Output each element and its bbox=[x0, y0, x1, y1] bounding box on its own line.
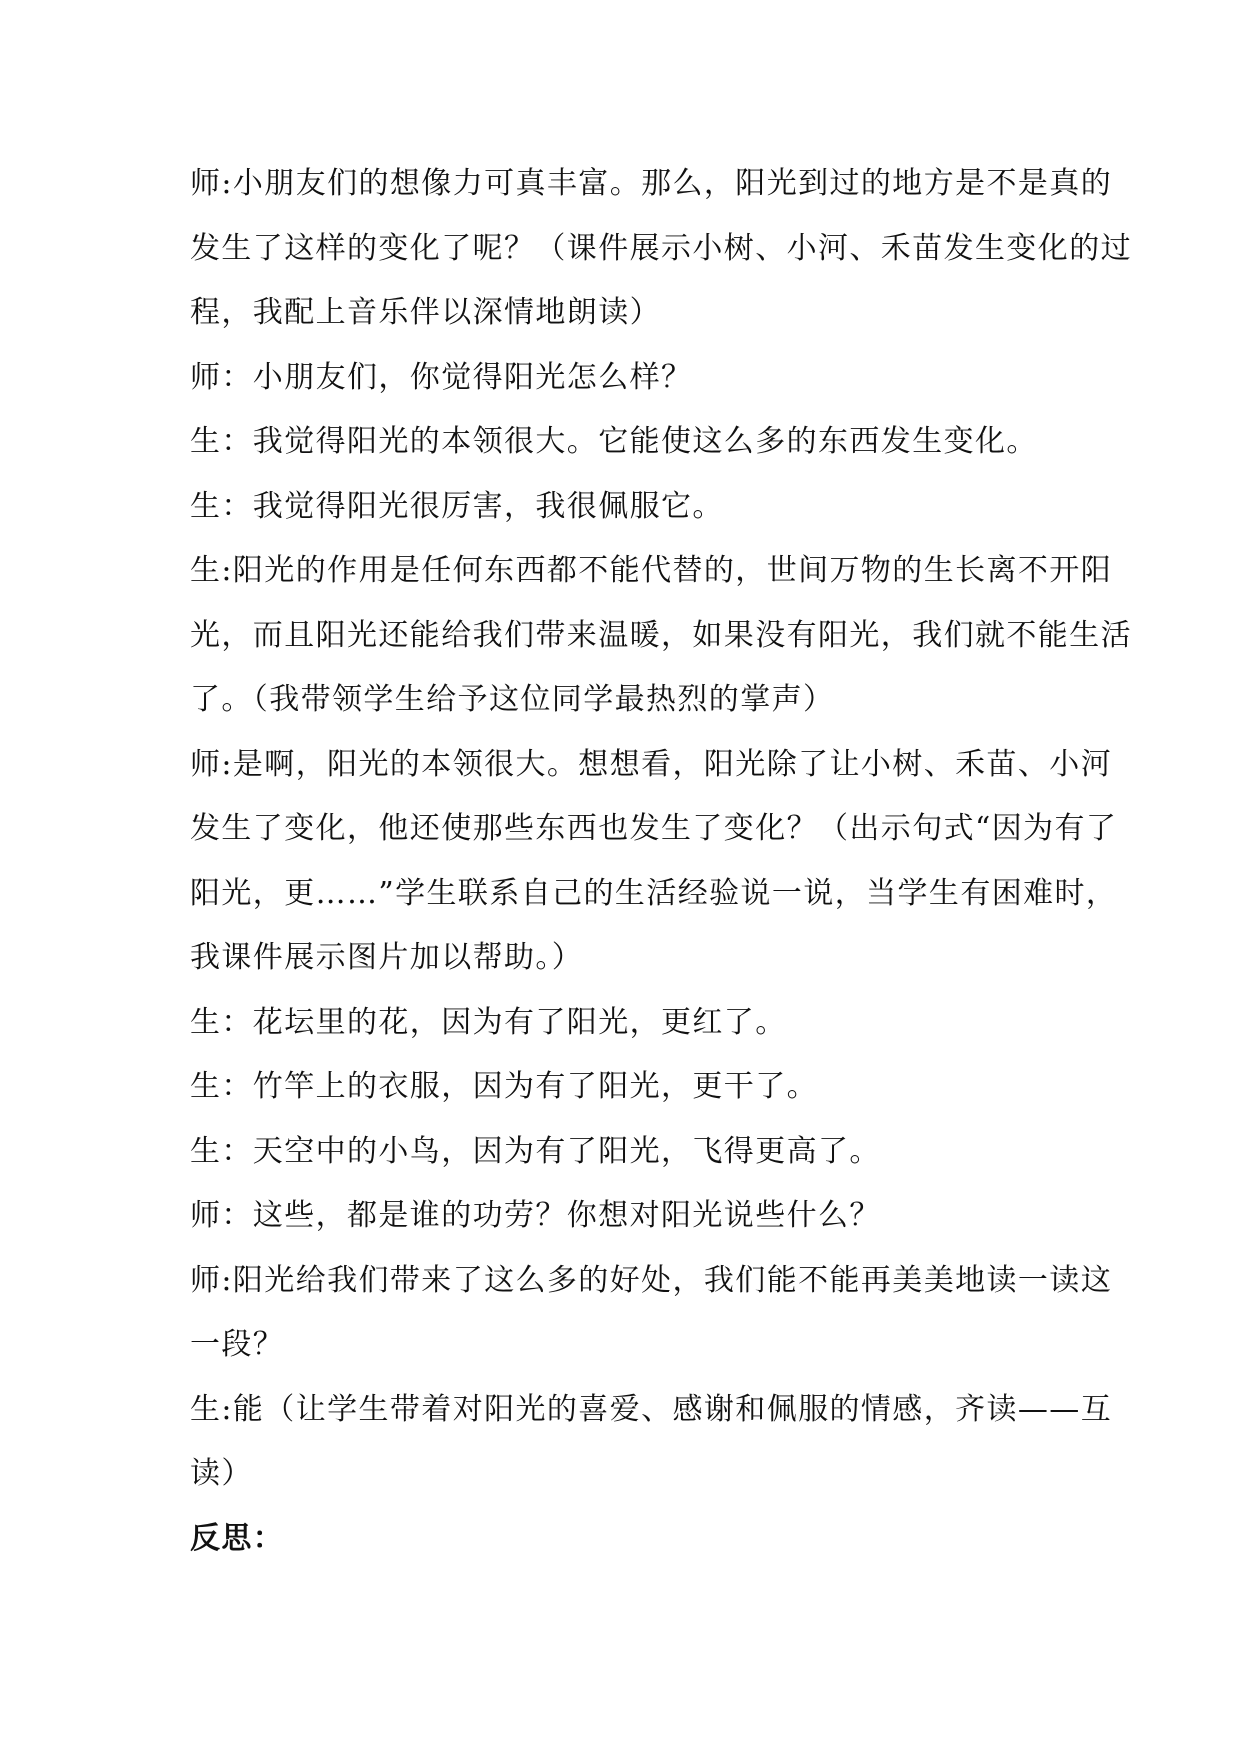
text-line: 了。（我带领学生给予这位同学最热烈的掌声） bbox=[190, 682, 835, 717]
text-line: 读） bbox=[190, 1456, 253, 1491]
text-line: 生：花坛里的花，因为有了阳光，更红了。 bbox=[190, 1004, 787, 1040]
text-line: 生：天空中的小鸟，因为有了阳光，飞得更高了。 bbox=[190, 1133, 881, 1169]
text-line: 生：竹竿上的衣服，因为有了阳光，更干了。 bbox=[190, 1069, 818, 1104]
text-line: 生:能（让学生带着对阳光的喜爱、感谢和佩服的情感，齐读——互 bbox=[190, 1391, 1113, 1427]
text-line: 师:小朋友们的想像力可真丰富。那么，阳光到过的地方是不是真的 bbox=[190, 166, 1113, 201]
text-line: 阳光，更……”学生联系自己的生活经验说一说，当学生有困难时， bbox=[190, 875, 1118, 911]
text-line: 发生了这样的变化了呢？（课件展示小树、小河、禾苗发生变化的过 bbox=[190, 230, 1132, 266]
text-line: 师:阳光给我们带来了这么多的好处，我们能不能再美美地读一读这 bbox=[190, 1262, 1113, 1298]
text-line: 发生了变化，他还使那些东西也发生了变化？（出示句式“因为有了 bbox=[190, 811, 1118, 846]
text-line: 程，我配上音乐伴以深情地朗读） bbox=[190, 295, 661, 330]
reflection-heading: 反思： bbox=[190, 1520, 285, 1556]
text-line: 师:是啊，阳光的本领很大。想想看，阳光除了让小树、禾苗、小河 bbox=[190, 746, 1113, 782]
text-line: 我课件展示图片加以帮助。） bbox=[190, 940, 584, 975]
text-line: 一段？ bbox=[190, 1327, 285, 1362]
text-line: 生：我觉得阳光的本领很大。它能使这么多的东西发生变化。 bbox=[190, 424, 1038, 459]
text-line: 生：我觉得阳光很厉害，我很佩服它。 bbox=[190, 488, 724, 524]
text-line: 师：这些，都是谁的功劳？你想对阳光说些什么？ bbox=[190, 1198, 881, 1233]
text-line: 生:阳光的作用是任何东西都不能代替的，世间万物的生长离不开阳 bbox=[190, 553, 1113, 588]
document-body bbox=[190, 152, 1132, 1571]
text-line: 师：小朋友们，你觉得阳光怎么样？ bbox=[190, 359, 693, 395]
text-line: 光，而且阳光还能给我们带来温暖，如果没有阳光，我们就不能生活 bbox=[190, 617, 1132, 653]
